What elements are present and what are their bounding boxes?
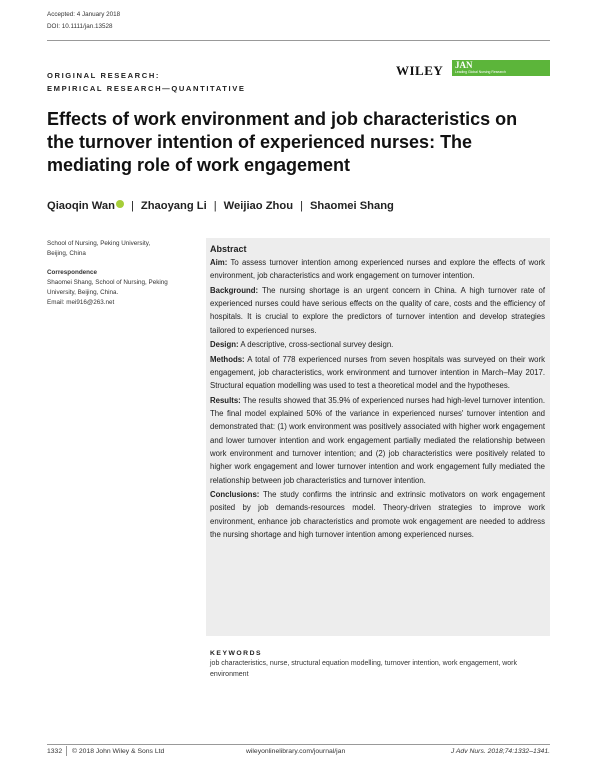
abstract-box	[206, 238, 550, 636]
background-label: Background:	[210, 285, 259, 295]
correspondence-line-2: University, Beijing, China.	[47, 289, 119, 296]
author-separator: |	[130, 200, 134, 212]
abstract-methods	[210, 353, 545, 393]
doi[interactable]: DOI: 10.1111/jan.13528	[47, 23, 113, 30]
abstract-aim	[210, 256, 545, 283]
orcid-icon[interactable]	[116, 200, 124, 208]
journal-url[interactable]: wileyonlinelibrary.com/journal/jan	[246, 748, 346, 755]
background-text: The nursing shortage is an urgent concern in China. A high turnover rate of experienced nurses could have serious effects on the quality of care, costs and the efficiency of hospitals. It is crucial to explore the predictors of turnover intention and develop strategies tailored to experienced nurses.	[210, 285, 545, 335]
correspondence-line-1: Shaomei Shang, School of Nursing, Peking	[47, 279, 168, 286]
author-1[interactable]: Qiaoqin Wan	[47, 200, 115, 212]
copyright: © 2018 John Wiley & Sons Ltd	[72, 748, 165, 755]
conclusions-label: Conclusions:	[210, 489, 260, 499]
affiliation-line-2: Beijing, China	[47, 250, 86, 257]
affiliation-block	[47, 239, 197, 308]
footer-rule	[47, 744, 550, 745]
citation: J Adv Nurs. 2018;74:1332–1341.	[450, 748, 550, 755]
results-label: Results:	[210, 395, 241, 405]
abstract-background	[210, 284, 545, 337]
abstract-heading: Abstract	[210, 244, 247, 254]
affiliation-line-1: School of Nursing, Peking University,	[47, 240, 151, 247]
header-rule	[47, 40, 550, 41]
page-number: 1332	[47, 748, 63, 755]
article-title: Effects of work environment and job characteristics on the turnover intention of experienced nurses: The mediating role of work engagement	[47, 109, 518, 175]
author-4[interactable]: Shaomei Shang	[309, 200, 394, 212]
author-list	[47, 200, 394, 212]
section-line-2: EMPIRICAL RESEARCH—QUANTITATIVE	[47, 84, 246, 93]
design-text: A descriptive, cross-sectional survey design.	[240, 340, 394, 350]
keywords-heading: KEYWORDS	[210, 650, 263, 657]
conclusions-text: The study confirms the intrinsic and extrinsic motivators on work engagement posited by job demands-resources model. Theory-driven strategies to improve work environment, enhance job characteristics and promote wok engagement are needed to address the nursing shortage and high turnover intention among experienced nurses.	[210, 489, 545, 539]
author-2[interactable]: Zhaoyang Li	[140, 200, 207, 212]
abstract-conclusions	[210, 488, 545, 541]
methods-label: Methods:	[210, 354, 245, 364]
abstract-design	[210, 338, 545, 351]
design-label: Design:	[210, 340, 239, 350]
jan-journal-logo	[452, 60, 550, 76]
author-3[interactable]: Weijiao Zhou	[223, 200, 294, 212]
wiley-logo: WILEY	[396, 63, 444, 78]
correspondence-email[interactable]: Email: mei916@263.net	[47, 299, 115, 306]
article-section	[47, 69, 246, 95]
section-line-1: ORIGINAL RESEARCH:	[47, 71, 161, 80]
abstract-results	[210, 394, 545, 487]
author-separator: |	[213, 200, 217, 212]
author-separator: |	[300, 200, 303, 212]
aim-text: To assess turnover intention among experienced nurses and explore the effects of work environment, job characteristics and work engagement on turnover intention.	[210, 258, 546, 281]
correspondence-label: Correspondence	[47, 269, 98, 276]
footer-separator	[66, 746, 67, 756]
jan-logo-subtitle: Leading Global Nursing Research	[455, 70, 506, 74]
results-text: The results showed that 35.9% of experienced nurses had high-level turnover intention. The final model explained 50% of the variance in experienced nurses' turnover intention and demonstrated that: (1) work environment was positively associated with higher work engagement and lower turnover intention and work engagement partially mediated the relationship between work environment and turnover intention; and (2) job characteristics were positively related to higher work engagement and lower turnover intention and work engagement fully mediated the relationship between job characteristics and turnover intention.	[210, 395, 545, 485]
keywords-list: job characteristics, nurse, structural equation modelling, turnover intention, work engagement, work environment	[210, 660, 517, 678]
methods-text: A total of 778 experienced nurses from seven hospitals was surveyed on their work engagement, job characteristics, work environment and turnover intention in March–May 2017. Structural equation modelling was used to test a theoretical model and the hypotheses.	[210, 354, 545, 391]
aim-label: Aim:	[210, 258, 228, 267]
accepted-date: Accepted: 4 January 2018	[47, 11, 121, 18]
jan-logo-text: JAN	[455, 60, 473, 70]
